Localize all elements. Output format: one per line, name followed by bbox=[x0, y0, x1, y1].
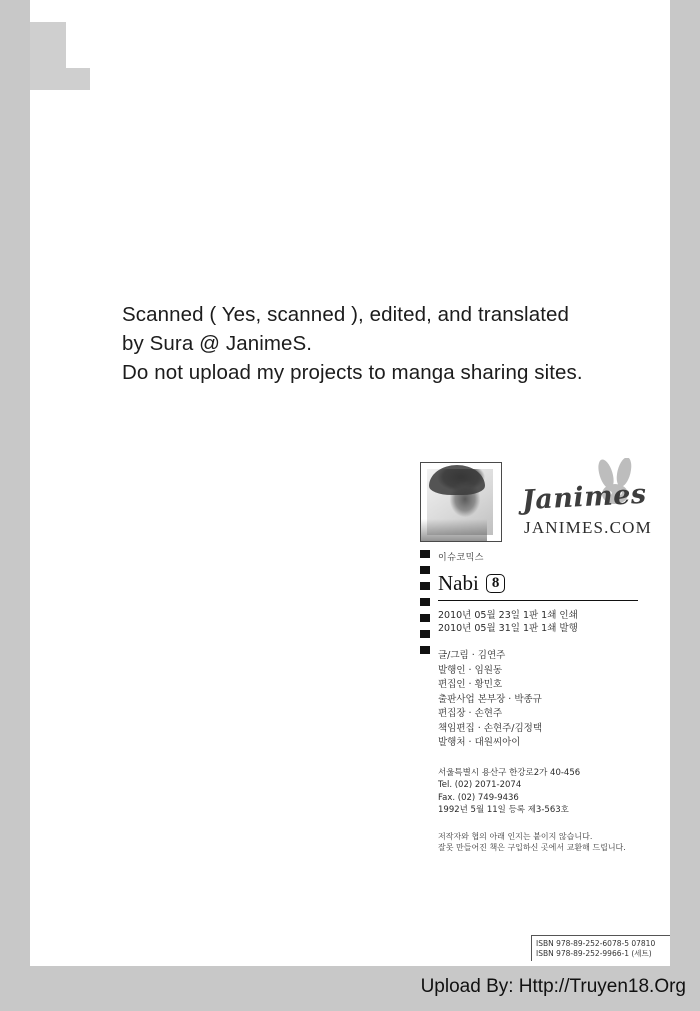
volume-badge: 8 bbox=[486, 574, 506, 593]
title-rule bbox=[438, 600, 638, 601]
page-notch-inner bbox=[66, 22, 90, 68]
page-notch-top bbox=[30, 0, 160, 22]
contact-fax: Fax. (02) 749-9436 bbox=[438, 792, 519, 803]
staff-line: 책임편집 · 손현주/김정택 bbox=[438, 722, 543, 734]
credit-line-1: Scanned ( Yes, scanned ), edited, and translated bbox=[122, 303, 570, 326]
isbn-line: ISBN 978-89-252-6078-5 07810 bbox=[536, 939, 656, 948]
page-notch-gap-lower bbox=[30, 68, 90, 90]
book-title-line bbox=[438, 571, 658, 596]
scanned-page bbox=[30, 0, 670, 966]
notice-line: 잘못 만들어진 책은 구입하신 곳에서 교환해 드립니다. bbox=[438, 843, 626, 852]
spine-marks bbox=[420, 550, 430, 760]
staff-line: 발행처 · 대원씨아이 bbox=[438, 737, 521, 748]
staff-line: 글/그림 · 김연주 bbox=[438, 650, 506, 661]
cover-thumbnail-icon bbox=[420, 462, 502, 542]
contact-address: 서울특별시 용산구 한강로2가 40-456 bbox=[438, 767, 581, 778]
colophon-block bbox=[420, 462, 660, 852]
publisher-contact bbox=[438, 767, 658, 817]
janimes-url: JANIMES.COM bbox=[524, 518, 652, 537]
date-release: 2010년 05월 31일 1판 1쇄 발행 bbox=[438, 623, 578, 634]
janimes-wordmark: Janimes bbox=[521, 478, 648, 517]
staff-line: 편집장 · 손현주 bbox=[438, 708, 503, 719]
logo-row bbox=[420, 462, 660, 542]
page-notch-gap bbox=[30, 22, 66, 68]
date-print: 2010년 05월 23일 1판 1쇄 인쇄 bbox=[438, 610, 578, 621]
notice-line: 저작자와 협의 아래 인지는 붙이지 않습니다. bbox=[438, 831, 593, 841]
contact-tel: Tel. (02) 2071-2074 bbox=[438, 780, 522, 790]
janimes-brand bbox=[518, 464, 668, 540]
colophon-text bbox=[438, 550, 658, 854]
imprint-label: 이슈코믹스 bbox=[438, 553, 484, 563]
thumbnail-shade bbox=[421, 519, 487, 541]
scanlation-credit bbox=[122, 300, 642, 387]
isbn-line: ISBN 978-89-252-9966-1 (세트) bbox=[536, 949, 652, 958]
credit-line-3: Do not upload my projects to manga sharing sites. bbox=[122, 361, 583, 384]
upload-text: Upload By: Http://Truyen18.Org bbox=[420, 976, 686, 997]
isbn-block bbox=[531, 935, 670, 961]
legal-notice bbox=[438, 831, 658, 854]
publication-dates bbox=[438, 609, 658, 635]
contact-registration: 1992년 5월 11일 등록 제3-563호 bbox=[438, 805, 569, 815]
book-title: Nabi bbox=[438, 571, 479, 595]
staff-line: 편집인 · 황민호 bbox=[438, 679, 503, 690]
staff-credits bbox=[438, 649, 658, 751]
upload-footer bbox=[0, 966, 700, 1011]
staff-line: 출판사업 본부장 · 박종규 bbox=[438, 693, 542, 705]
credit-line-2: by Sura @ JanimeS. bbox=[122, 332, 313, 355]
staff-line: 발행인 · 임원동 bbox=[438, 664, 503, 676]
